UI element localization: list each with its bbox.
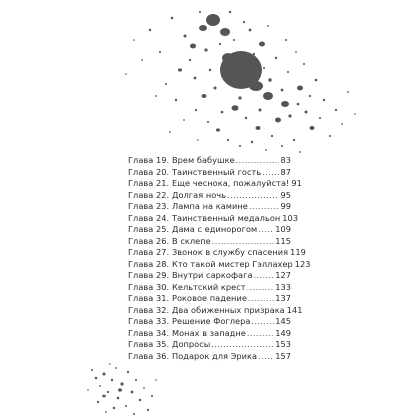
chapter-title: Врем бабушке (172, 155, 235, 165)
chapter-label: Глава 27. (128, 247, 170, 257)
toc-entry[interactable] (128, 236, 291, 248)
chapter-label: Глава 20. (128, 166, 170, 177)
chapter-page-number: 149 (275, 327, 291, 338)
chapter-page-number: 87 (280, 166, 291, 177)
chapter-label: Глава 22. (128, 189, 170, 200)
dot-leader (211, 339, 274, 351)
toc-entry[interactable] (128, 270, 291, 282)
dot-leader (227, 190, 279, 202)
chapter-title: Допросы (172, 339, 211, 349)
chapter-title: В склепе (172, 235, 211, 246)
toc-entry[interactable] (128, 328, 291, 340)
chapter-label: Глава 25. (128, 224, 170, 234)
toc-entry[interactable] (128, 258, 311, 271)
chapter-page-number: 145 (275, 316, 291, 326)
toc-entry[interactable] (128, 316, 291, 328)
chapter-label: Глава 29. (128, 270, 170, 280)
chapter-title: Подарок для Эрика (172, 350, 258, 361)
chapter-page-number: 115 (275, 235, 291, 246)
chapter-page-number: 137 (275, 293, 291, 303)
chapter-page-number: 119 (290, 247, 306, 257)
chapter-page-number: 95 (280, 189, 291, 200)
chapter-title: Звонок в службу спасения (172, 247, 289, 257)
chapter-label: Глава 23. (128, 201, 170, 211)
chapter-label: Глава 24. (128, 212, 170, 223)
chapter-label: Глава 33. (128, 316, 170, 326)
dot-leader (248, 293, 274, 305)
chapter-title: Еще чеснока, пожалуйста! (172, 178, 290, 188)
chapter-page-number: 123 (294, 258, 311, 269)
dot-leader (251, 316, 274, 328)
chapter-page-number: 83 (280, 155, 291, 165)
toc-entry[interactable] (128, 282, 291, 294)
toc-entry[interactable] (128, 304, 303, 317)
chapter-page-number: 141 (286, 304, 303, 315)
toc-entry[interactable] (128, 201, 291, 213)
chapter-page-number: 109 (275, 224, 291, 234)
dot-leader (236, 155, 280, 167)
chapter-title: Таинственный медальон (172, 212, 281, 223)
toc-entry[interactable] (128, 167, 291, 179)
dot-leader (258, 224, 274, 236)
chapter-title: Долгая ночь (172, 189, 227, 200)
chapter-page-number: 103 (282, 212, 299, 223)
dot-leader (249, 201, 280, 213)
chapter-title: Дама с единорогом (172, 224, 258, 234)
chapter-page-number: 133 (275, 281, 291, 292)
chapter-page-number: 91 (291, 178, 302, 188)
chapter-title: Два обиженных призрака (172, 304, 285, 315)
chapter-title: Роковое падение (172, 293, 247, 303)
dot-leader (247, 328, 274, 340)
toc-entry[interactable] (128, 178, 302, 190)
chapter-label: Глава 19. (128, 155, 170, 165)
dot-leader (254, 270, 275, 282)
chapter-page-number: 99 (280, 201, 291, 211)
table-of-contents (128, 155, 311, 362)
chapter-label: Глава 21. (128, 178, 170, 188)
dot-leader (247, 282, 275, 294)
chapter-label: Глава 31. (128, 293, 170, 303)
chapter-page-number: 157 (275, 350, 291, 361)
chapter-title: Внутри саркофага (172, 270, 253, 280)
chapter-label: Глава 34. (128, 327, 170, 338)
chapter-label: Глава 35. (128, 339, 170, 349)
dot-leader (262, 167, 279, 179)
chapter-title: Таинственный гость (172, 166, 262, 177)
toc-entry[interactable] (128, 339, 291, 351)
chapter-title: Монах в западне (172, 327, 246, 338)
chapter-title: Кто такой мистер Гэллахер (172, 258, 293, 269)
toc-entry[interactable] (128, 224, 291, 236)
chapter-title: Лампа на камине (172, 201, 248, 211)
chapter-label: Глава 36. (128, 350, 170, 361)
toc-entry[interactable] (128, 212, 299, 225)
chapter-label: Глава 28. (128, 258, 170, 269)
chapter-page-number: 153 (275, 339, 291, 349)
toc-entry[interactable] (128, 155, 291, 167)
dot-leader (212, 236, 274, 248)
chapter-title: Решение Фоглера (172, 316, 251, 326)
chapter-label: Глава 32. (128, 304, 170, 315)
dot-leader (258, 351, 274, 363)
chapter-page-number: 127 (275, 270, 291, 280)
toc-entry[interactable] (128, 247, 306, 259)
toc-entry[interactable] (128, 293, 291, 305)
chapter-label: Глава 30. (128, 281, 170, 292)
toc-entry[interactable] (128, 351, 291, 363)
chapter-label: Глава 26. (128, 235, 170, 246)
toc-entry[interactable] (128, 190, 291, 202)
chapter-title: Кельтский крест (172, 281, 246, 292)
